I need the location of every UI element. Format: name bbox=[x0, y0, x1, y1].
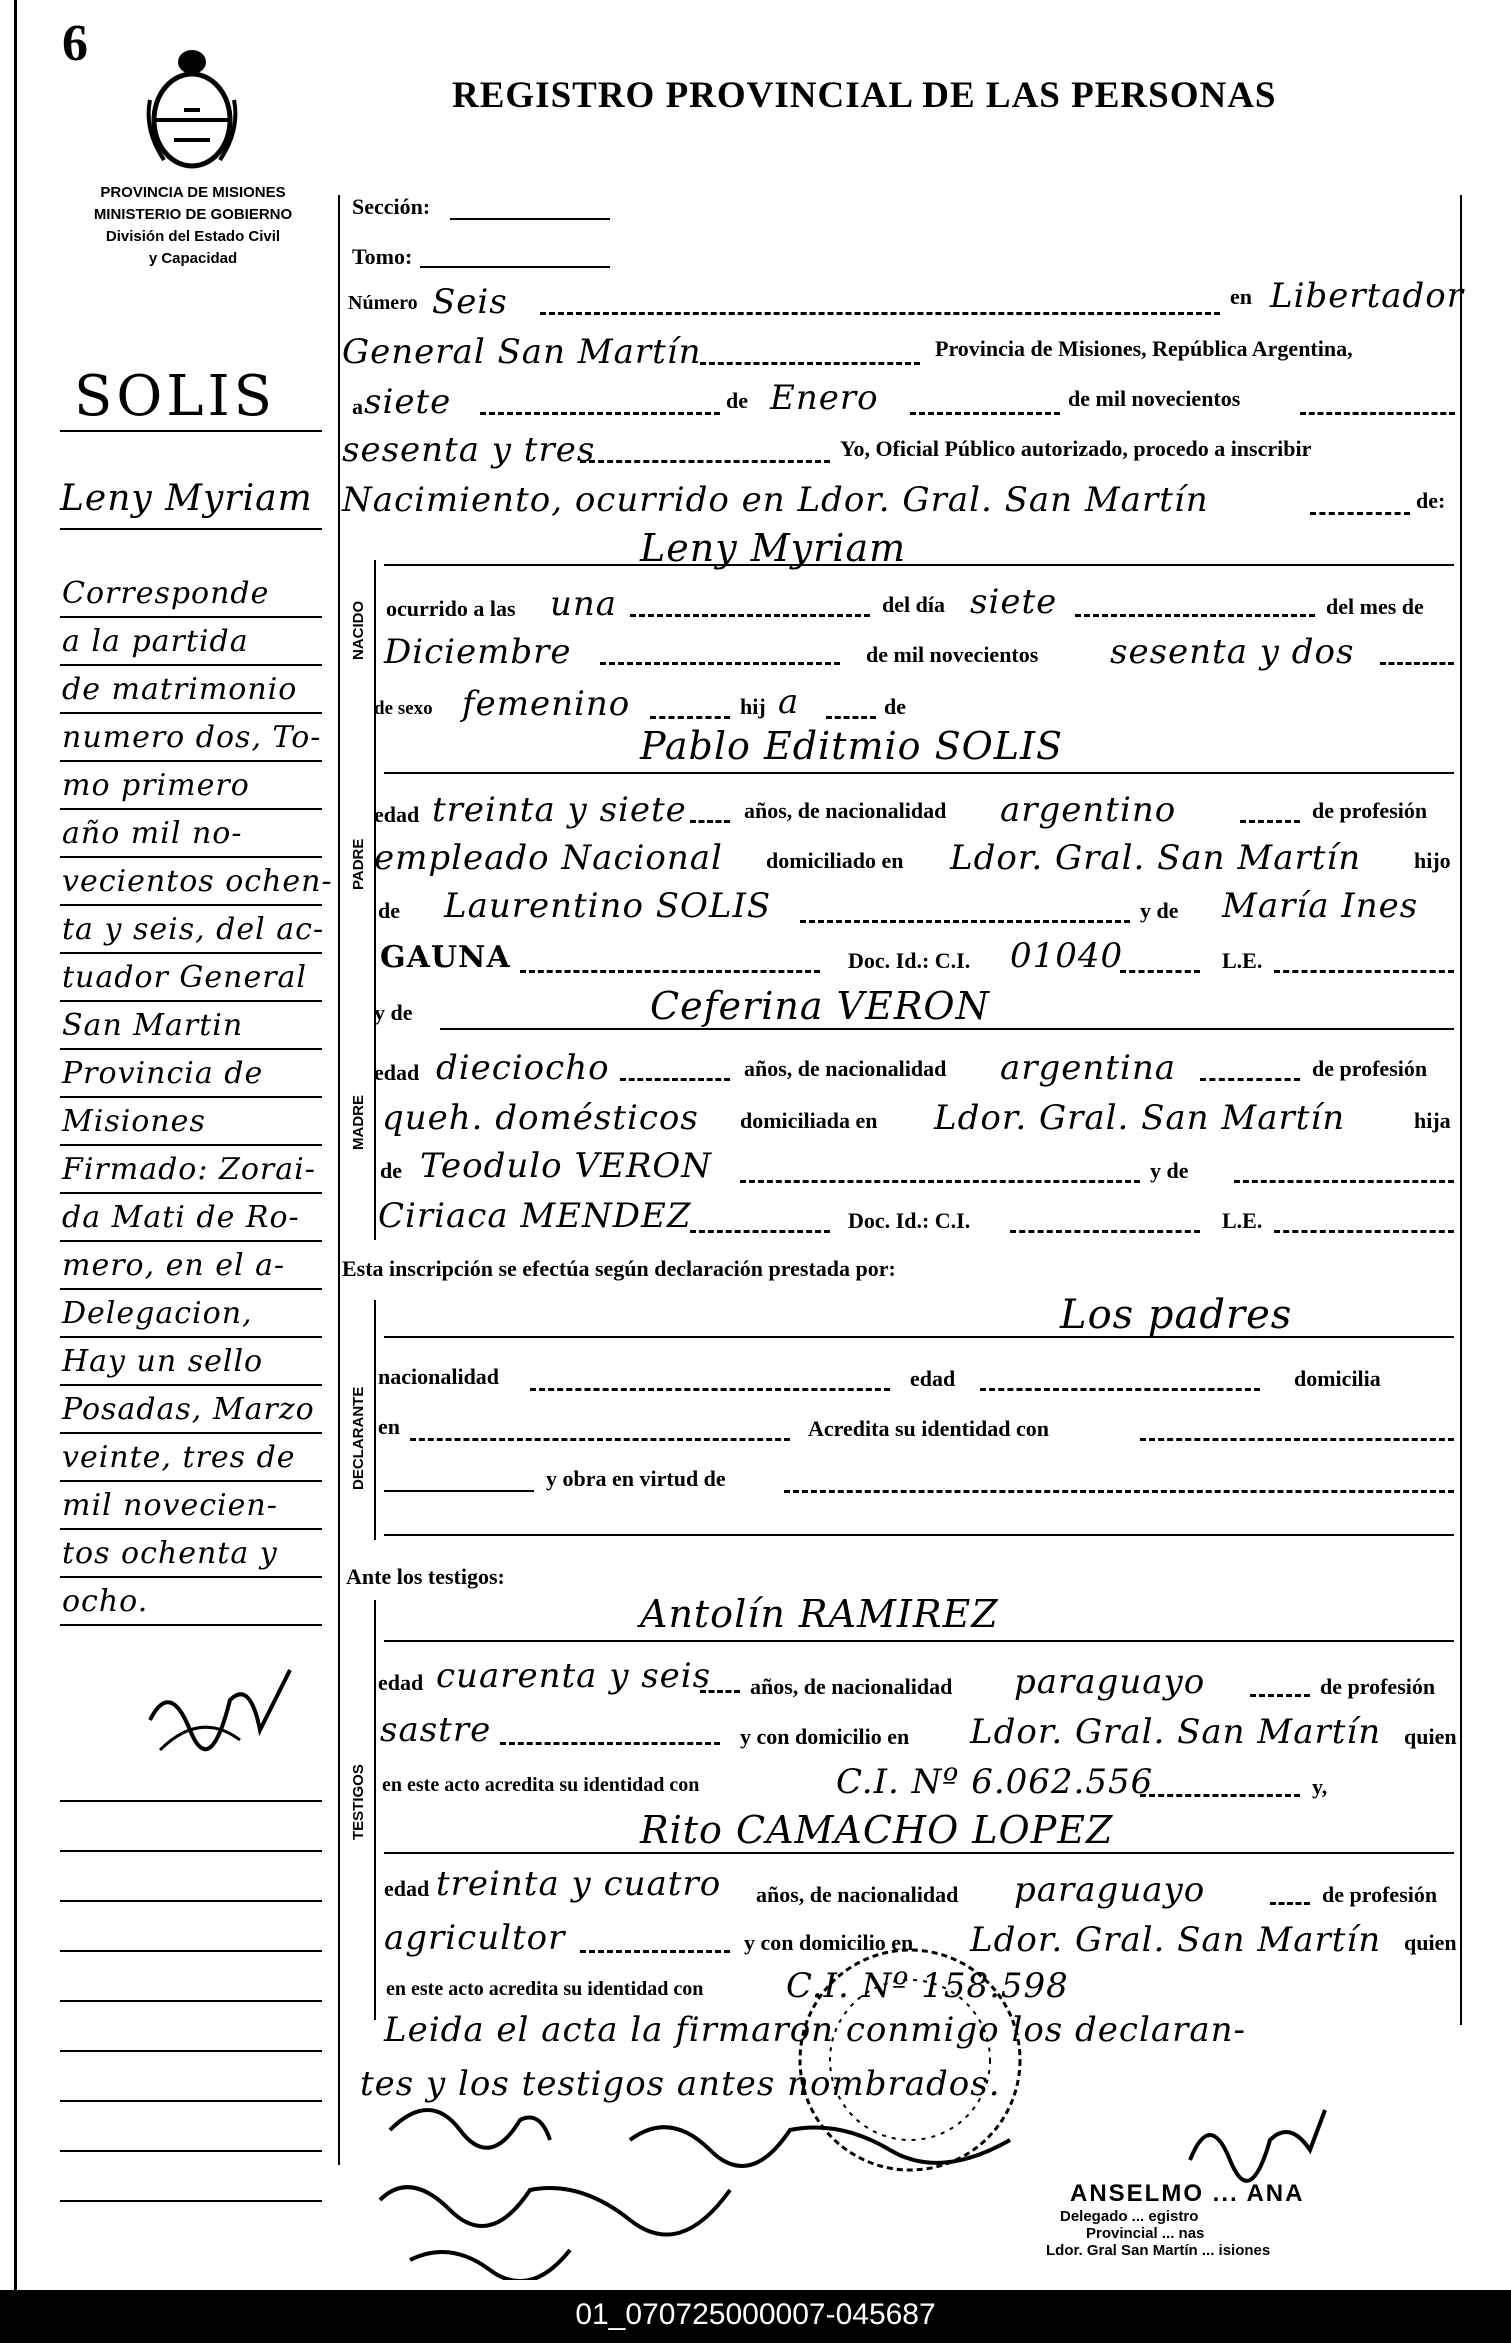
margin-note-line: mil novecien- bbox=[62, 1488, 278, 1523]
label-madre-le: L.E. bbox=[1222, 1208, 1263, 1233]
label-padre-doc: Doc. Id.: C.I. bbox=[848, 948, 971, 973]
label-numero: Número bbox=[348, 292, 418, 314]
left-border bbox=[14, 0, 17, 2290]
value-inscribir: Nacimiento, ocurrido en Ldor. Gral. San Martín bbox=[342, 480, 1209, 520]
field-testigo1-nombre[interactable] bbox=[384, 1640, 1454, 1642]
value-testigo2-nac: paraguayo bbox=[1014, 1870, 1206, 1910]
margin-rule bbox=[60, 1384, 322, 1386]
value-anio: sesenta y tres bbox=[342, 430, 596, 470]
label-en: en bbox=[1230, 284, 1252, 309]
margin-names: Leny Myriam bbox=[60, 478, 313, 519]
field-madre-edad[interactable] bbox=[620, 1078, 730, 1081]
coat-of-arms-emblem bbox=[144, 40, 240, 170]
label-tomo: Tomo: bbox=[352, 244, 413, 269]
label-sexo: de sexo bbox=[374, 698, 433, 719]
label-hij: hij bbox=[740, 694, 766, 719]
field-madre-nac[interactable] bbox=[1200, 1078, 1300, 1081]
section-label-testigos: TESTIGOS bbox=[350, 1764, 367, 1840]
margin-rule bbox=[60, 712, 322, 714]
field-testigo2-prof[interactable] bbox=[580, 1950, 730, 1953]
value-madre-prof: queh. domésticos bbox=[382, 1098, 699, 1138]
margin-note-line: tuador General bbox=[62, 960, 308, 995]
margin-rule bbox=[60, 1336, 322, 1338]
field-decl-edad[interactable] bbox=[980, 1388, 1260, 1391]
margin-rule bbox=[60, 1432, 322, 1434]
value-padre-nac: argentino bbox=[1000, 790, 1177, 830]
label-testigo2-acredita: en este acto acredita su identidad con bbox=[386, 1978, 704, 2000]
label-testigo2-quien: quien bbox=[1404, 1930, 1457, 1955]
issuer-line-3: División del Estado Civil bbox=[105, 228, 281, 245]
margin-rule bbox=[60, 2100, 322, 2102]
stamp-line-2: Provincial ... nas bbox=[1086, 2225, 1205, 2242]
margin-rule bbox=[60, 1288, 322, 1290]
label-testigo2-domicilio: y con domicilio en bbox=[744, 1930, 914, 1955]
label-decl-en: en bbox=[378, 1414, 400, 1439]
margin-rule bbox=[60, 1950, 322, 1952]
field-nombre[interactable] bbox=[384, 564, 1454, 566]
margin-rule bbox=[60, 1850, 322, 1852]
value-mes: Enero bbox=[770, 378, 879, 418]
value-madre-dom: Ldor. Gral. San Martín bbox=[934, 1098, 1346, 1138]
field-decl-obra[interactable] bbox=[784, 1490, 1454, 1493]
margin-note-line: Hay un sello bbox=[62, 1344, 264, 1379]
value-lugar-2: General San Martín bbox=[342, 332, 702, 372]
label-padre-le: L.E. bbox=[1222, 948, 1263, 973]
margin-rule bbox=[60, 1096, 322, 1098]
margin-rule bbox=[60, 2200, 322, 2202]
margin-note-line: Firmado: Zorai- bbox=[62, 1152, 316, 1187]
value-testigo2-edad: treinta y cuatro bbox=[436, 1864, 722, 1904]
field-decl-nacionalidad[interactable] bbox=[530, 1388, 890, 1391]
margin-note-line: ta y seis, del ac- bbox=[62, 912, 325, 947]
field-testigo2-nac[interactable] bbox=[1270, 1902, 1310, 1905]
margin-rule bbox=[60, 952, 322, 954]
value-testigo1-nac: paraguayo bbox=[1014, 1662, 1206, 1702]
field-declarante[interactable] bbox=[384, 1336, 1454, 1338]
field-testigo2-nombre[interactable] bbox=[384, 1852, 1454, 1854]
value-testigo1-edad: cuarenta y seis bbox=[436, 1656, 712, 1696]
field-testigo1-edad[interactable] bbox=[700, 1690, 740, 1693]
field-madre-y-de[interactable] bbox=[1234, 1180, 1454, 1183]
section-bracket bbox=[374, 1300, 376, 1540]
margin-note-line: da Mati de Ro- bbox=[62, 1200, 300, 1235]
issuer-line-1: PROVINCIA DE MISIONES bbox=[100, 184, 286, 201]
margin-note-line: año mil no- bbox=[62, 816, 243, 851]
field-decl-extra[interactable] bbox=[384, 1490, 534, 1492]
value-padre-y-de: María Ines bbox=[1222, 886, 1419, 926]
margin-rule bbox=[60, 664, 322, 666]
official-seal bbox=[790, 1940, 1030, 2180]
label-testigo1-quien: quien bbox=[1404, 1724, 1457, 1749]
margin-rule bbox=[60, 1192, 322, 1194]
label-padre-domiciliado: domiciliado en bbox=[766, 848, 904, 873]
label-testigo2-edad: edad bbox=[384, 1876, 430, 1901]
value-madre-hija-de: Teodulo VERON bbox=[420, 1146, 713, 1186]
margin-note-line: a la partida bbox=[62, 624, 249, 659]
value-padre-edad: treinta y siete bbox=[432, 790, 687, 830]
field-dia[interactable] bbox=[480, 412, 720, 415]
official-stamp bbox=[1030, 2180, 1390, 2259]
label-padre-y-de: y de bbox=[1140, 898, 1179, 923]
label-testigo1-edad: edad bbox=[378, 1670, 424, 1695]
label-padre-hijo: hijo bbox=[1414, 848, 1451, 873]
field-numero[interactable] bbox=[540, 312, 1220, 315]
value-testigo2-ci: C.I. Nº 158.598 bbox=[786, 1966, 1069, 2006]
margin-rule bbox=[60, 1480, 322, 1482]
value-hora: una bbox=[550, 584, 618, 624]
label-testigo1-y: y, bbox=[1312, 1774, 1328, 1799]
issuer-line-4: y Capacidad bbox=[148, 250, 238, 267]
field-madre-le[interactable] bbox=[1274, 1230, 1454, 1233]
field-hora[interactable] bbox=[630, 614, 870, 617]
label-esta-inscripcion: Esta inscripción se efectúa según declaración prestada por: bbox=[342, 1256, 896, 1281]
value-madre-nombre: Ceferina VERON bbox=[650, 984, 990, 1028]
margin-rule bbox=[60, 1900, 322, 1902]
value-padre-prof: empleado Nacional bbox=[374, 838, 723, 878]
field-inscribir[interactable] bbox=[1310, 512, 1410, 515]
official-signature bbox=[1180, 2100, 1330, 2190]
label-decl-nacionalidad: nacionalidad bbox=[378, 1364, 500, 1389]
margin-rule bbox=[60, 904, 322, 906]
margin-note-line: Misiones bbox=[62, 1104, 206, 1139]
page-number: 6 bbox=[62, 15, 88, 72]
section-bracket bbox=[374, 560, 376, 1240]
label-ante-testigos: Ante los testigos: bbox=[346, 1564, 505, 1589]
value-padre-dom: Ldor. Gral. San Martín bbox=[950, 838, 1362, 878]
field-madre-nombre[interactable] bbox=[440, 1028, 1454, 1030]
value-testigo1-dom: Ldor. Gral. San Martín bbox=[970, 1712, 1382, 1752]
label-madre-hija: hija bbox=[1414, 1108, 1451, 1133]
field-decl-acredita[interactable] bbox=[1140, 1438, 1454, 1441]
margin-rule bbox=[60, 1048, 322, 1050]
label-de-mil-novecientos-2: de mil novecientos bbox=[866, 642, 1039, 667]
value-numero: Seis bbox=[432, 282, 508, 322]
margin-note-line: Delegacion, bbox=[62, 1296, 253, 1331]
closing-line-2: tes y los testigos antes nombrados. bbox=[360, 2064, 1001, 2104]
label-provincia: Provincia de Misiones, República Argentina, bbox=[935, 336, 1353, 361]
value-anio-nac: sesenta y dos bbox=[1110, 632, 1355, 672]
label-madre-de: de bbox=[380, 1158, 402, 1183]
value-sexo: femenino bbox=[462, 684, 631, 724]
margin-note-line: tos ochenta y bbox=[62, 1536, 278, 1571]
document-title: REGISTRO PROVINCIAL DE LAS PERSONAS bbox=[452, 75, 1277, 116]
field-testigo1-nac[interactable] bbox=[1250, 1694, 1310, 1697]
label-madre-anos: años, de nacionalidad bbox=[744, 1056, 947, 1081]
field-seccion[interactable] bbox=[450, 218, 610, 220]
issuer-block bbox=[58, 182, 328, 270]
label-ocurrido: ocurrido a las bbox=[386, 596, 516, 621]
section-label-madre: MADRE bbox=[350, 1095, 367, 1150]
label-padre-de: de bbox=[378, 898, 400, 923]
label-testigo1-anos: años, de nacionalidad bbox=[750, 1674, 953, 1699]
stamp-line-1: Delegado ... egistro bbox=[1060, 2208, 1199, 2225]
field-mes[interactable] bbox=[910, 412, 1060, 415]
field-padre-ci[interactable] bbox=[1120, 970, 1200, 973]
value-nombre: Leny Myriam bbox=[640, 526, 907, 570]
section-bracket bbox=[374, 1600, 376, 2020]
label-testigo2-anos: años, de nacionalidad bbox=[756, 1882, 959, 1907]
margin-rule bbox=[60, 528, 322, 530]
margin-rule bbox=[60, 1624, 322, 1626]
label-del-dia: del día bbox=[882, 592, 945, 617]
margin-note-line: vecientos ochen- bbox=[62, 864, 333, 899]
label-decl-domicilia: domicilia bbox=[1294, 1366, 1381, 1391]
issuer-line-2: MINISTERIO DE GOBIERNO bbox=[93, 206, 293, 223]
field-madre-hija-de[interactable] bbox=[740, 1180, 1140, 1183]
value-testigo1-prof: sastre bbox=[380, 1710, 492, 1750]
label-decl-edad: edad bbox=[910, 1366, 956, 1391]
margin-rule bbox=[60, 2000, 322, 2002]
label-de-colon: de: bbox=[1416, 488, 1446, 513]
field-madre-y-de-2[interactable] bbox=[690, 1230, 830, 1233]
margin-rule bbox=[60, 616, 322, 618]
margin-rule bbox=[60, 2050, 322, 2052]
label-padre-anos: años, de nacionalidad bbox=[744, 798, 947, 823]
field-lugar-2[interactable] bbox=[700, 362, 920, 365]
value-padre-hijo-de: Laurentino SOLIS bbox=[444, 886, 772, 926]
margin-rule bbox=[60, 1240, 322, 1242]
field-decl-blank[interactable] bbox=[384, 1534, 1454, 1536]
label-yo-oficial: Yo, Oficial Público autorizado, procedo a inscribir bbox=[840, 436, 1312, 461]
value-mes-nac: Diciembre bbox=[384, 632, 572, 672]
value-madre-nac: argentina bbox=[1000, 1048, 1177, 1088]
label-testigo1-profesion: de profesión bbox=[1320, 1674, 1436, 1699]
field-padre-nac[interactable] bbox=[1240, 820, 1300, 823]
margin-note-line: mo primero bbox=[62, 768, 250, 803]
label-testigo1-domicilio: y con domicilio en bbox=[740, 1724, 910, 1749]
field-padre-edad[interactable] bbox=[690, 820, 730, 823]
field-hij[interactable] bbox=[826, 716, 876, 719]
field-mes-nac[interactable] bbox=[600, 662, 840, 665]
field-sexo[interactable] bbox=[650, 716, 730, 719]
margin-note-line: Posadas, Marzo bbox=[62, 1392, 315, 1427]
closing-line-1: Leida el acta la firmaron conmigo los declaran- bbox=[384, 2010, 1247, 2050]
margin-rule bbox=[60, 760, 322, 762]
label-testigo1-acredita: en este acto acredita su identidad con bbox=[382, 1774, 700, 1796]
field-decl-en[interactable] bbox=[410, 1438, 790, 1441]
label-testigo2-profesion: de profesión bbox=[1322, 1882, 1438, 1907]
value-madre-edad: dieciocho bbox=[436, 1048, 610, 1088]
label-madre-profesion: de profesión bbox=[1312, 1056, 1428, 1081]
value-declarante: Los padres bbox=[1060, 1292, 1293, 1338]
value-testigo2-prof: agricultor bbox=[384, 1918, 566, 1958]
field-anio-2[interactable] bbox=[580, 460, 830, 463]
field-testigo1-prof[interactable] bbox=[500, 1742, 720, 1745]
label-madre-domiciliada: domiciliada en bbox=[740, 1108, 878, 1133]
margin-note-line: Corresponde bbox=[62, 576, 270, 611]
margin-rule bbox=[60, 2150, 322, 2152]
margin-surname: SOLIS bbox=[74, 364, 276, 429]
margin-rule bbox=[60, 1000, 322, 1002]
margin-rule bbox=[60, 856, 322, 858]
column-divider bbox=[338, 195, 340, 2165]
label-madre-y-de: y de bbox=[374, 1000, 413, 1025]
value-en-lugar: Libertador bbox=[1270, 276, 1465, 316]
label-de-mil-novecientos: de mil novecientos bbox=[1068, 386, 1241, 411]
value-padre-ci: 01040 bbox=[1010, 936, 1124, 976]
field-testigo1-ci[interactable] bbox=[1140, 1794, 1300, 1797]
stamp-name: ANSELMO ... ANA bbox=[1070, 2180, 1305, 2207]
label-madre-doc: Doc. Id.: C.I. bbox=[848, 1208, 971, 1233]
section-label-nacido: NACIDO bbox=[350, 600, 367, 660]
right-border bbox=[1460, 195, 1462, 2025]
margin-signature bbox=[140, 1660, 300, 1770]
value-padre-nombre: Pablo Editmio SOLIS bbox=[640, 724, 1064, 768]
margin-note-line: mero, en el a- bbox=[62, 1248, 286, 1283]
field-dia-nac[interactable] bbox=[1075, 614, 1315, 617]
label-decl-obra: y obra en virtud de bbox=[546, 1466, 726, 1491]
value-padre-y-de-2: GAUNA bbox=[380, 940, 511, 975]
section-label-declarante: DECLARANTE bbox=[350, 1386, 367, 1490]
label-del-mes: del mes de bbox=[1326, 594, 1424, 619]
margin-note-line: ocho. bbox=[62, 1584, 149, 1619]
margin-rule bbox=[60, 1800, 322, 1802]
value-madre-y-de: Ciriaca MENDEZ bbox=[378, 1196, 692, 1236]
margin-note-line: numero dos, To- bbox=[62, 720, 322, 755]
margin-rule bbox=[60, 1528, 322, 1530]
label-madre-y-de-2: y de bbox=[1150, 1158, 1189, 1183]
margin-note-line: veinte, tres de bbox=[62, 1440, 296, 1475]
field-padre-hijo-de[interactable] bbox=[800, 920, 1130, 923]
margin-rule bbox=[60, 1144, 322, 1146]
label-a: a bbox=[352, 394, 363, 419]
field-padre-le[interactable] bbox=[1274, 970, 1454, 973]
field-padre-nombre[interactable] bbox=[384, 772, 1454, 774]
field-anio[interactable] bbox=[1300, 412, 1455, 415]
label-madre-edad: edad bbox=[374, 1060, 420, 1085]
section-label-padre: PADRE bbox=[350, 838, 367, 890]
value-dia-nac: siete bbox=[970, 582, 1058, 622]
label-padre-edad: edad bbox=[374, 802, 420, 827]
margin-note-line: Provincia de bbox=[62, 1056, 264, 1091]
label-seccion: Sección: bbox=[352, 194, 431, 219]
margin-note-line: San Martin bbox=[62, 1008, 244, 1043]
stamp-line-3: Ldor. Gral San Martín ... isiones bbox=[1046, 2242, 1271, 2259]
value-testigo1-ci: C.I. Nº 6.062.556 bbox=[836, 1762, 1154, 1802]
value-testigo2-dom: Ldor. Gral. San Martín bbox=[970, 1920, 1382, 1960]
field-tomo[interactable] bbox=[420, 266, 610, 268]
margin-rule bbox=[60, 1576, 322, 1578]
label-de-small: de bbox=[884, 694, 906, 719]
field-padre-y-de-2[interactable] bbox=[520, 970, 820, 973]
label-de-mes: de bbox=[726, 388, 748, 413]
field-anio-nac[interactable] bbox=[1380, 662, 1454, 665]
field-madre-ci[interactable] bbox=[1010, 1230, 1200, 1233]
label-padre-profesion: de profesión bbox=[1312, 798, 1428, 823]
margin-rule bbox=[60, 430, 322, 432]
value-hija-suffix: a bbox=[778, 682, 800, 722]
footer-code: 01_070725000007-045687 bbox=[575, 2298, 936, 2331]
label-decl-acredita: Acredita su identidad con bbox=[808, 1416, 1050, 1441]
value-testigo1-nombre: Antolín RAMIREZ bbox=[640, 1592, 999, 1636]
value-dia: siete bbox=[364, 382, 452, 422]
margin-note-line: de matrimonio bbox=[62, 672, 298, 707]
margin-rule bbox=[60, 808, 322, 810]
value-testigo2-nombre: Rito CAMACHO LOPEZ bbox=[640, 1808, 1114, 1852]
